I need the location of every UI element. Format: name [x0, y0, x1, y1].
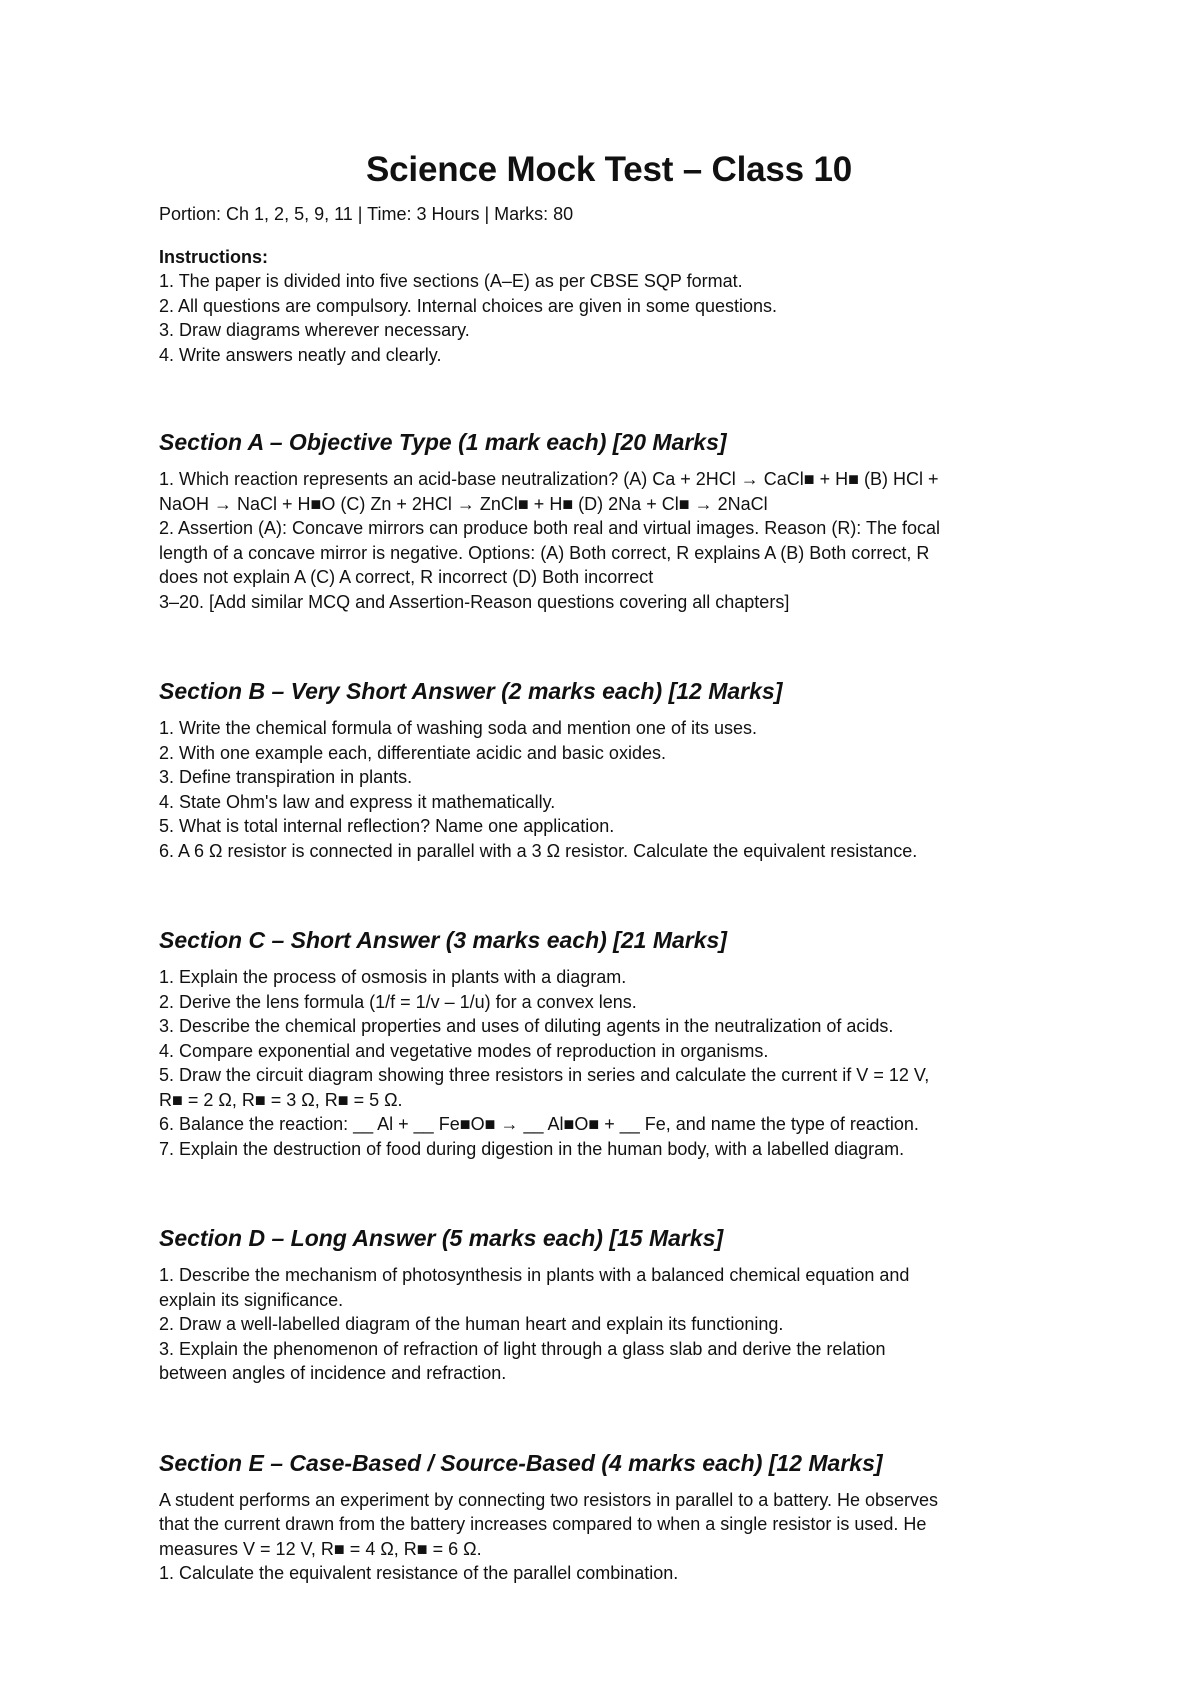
- question-line: NaOH → NaCl + H■O (C) Zn + 2HCl → ZnCl■ + H■ (D) 2Na + Cl■ → 2NaCl: [159, 493, 768, 514]
- question-line: R■ = 2 Ω, R■ = 3 Ω, R■ = 5 Ω.: [159, 1089, 403, 1110]
- page-title: Science Mock Test – Class 10: [366, 150, 852, 189]
- instruction-item: 1. The paper is divided into five sections (A–E) as per CBSE SQP format.: [159, 271, 743, 291]
- question-line: 1. Calculate the equivalent resistance of the parallel combination.: [159, 1563, 679, 1583]
- question-line: 5. Draw the circuit diagram showing three resistors in series and calculate the current if V = 12 V,: [159, 1065, 930, 1085]
- question-line: explain its significance.: [159, 1289, 344, 1310]
- question-line: 3. Explain the phenomenon of refraction of light through a glass slab and derive the relation: [159, 1338, 886, 1359]
- question-line: 1. Explain the process of osmosis in plants with a diagram.: [159, 967, 627, 987]
- document-page: [159, 150, 1059, 1648]
- question-line: 5. What is total internal reflection? Name one application.: [159, 816, 615, 836]
- instructions-heading: Instructions:: [159, 247, 269, 267]
- question-line: between angles of incidence and refraction.: [159, 1363, 507, 1383]
- instruction-item: 4. Write answers neatly and clearly.: [159, 344, 442, 365]
- question-line: 2. Draw a well-labelled diagram of the human heart and explain its functioning.: [159, 1314, 784, 1334]
- section-c: [159, 925, 1059, 1161]
- case-line: A student performs an experiment by connecting two resistors in parallel to a battery. He observes: [159, 1489, 939, 1510]
- instruction-item: 3. Draw diagrams wherever necessary.: [159, 320, 470, 340]
- question-line: 2. Derive the lens formula (1/f = 1/v – 1/u) for a convex lens.: [159, 991, 637, 1012]
- question-line: 2. With one example each, differentiate acidic and basic oxides.: [159, 742, 666, 763]
- instructions-block: [159, 245, 1059, 367]
- question-line: 7. Explain the destruction of food during digestion in the human body, with a labelled diagram.: [159, 1138, 905, 1159]
- question-line: 6. Balance the reaction: __ Al + __ Fe■O■ → __ Al■O■ + __ Fe, and name the type of reaction.: [159, 1114, 919, 1134]
- question-line: 2. Assertion (A): Concave mirrors can produce both real and virtual images. Reason (R): The focal: [159, 518, 941, 538]
- section-a: [159, 427, 1059, 614]
- case-line: that the current drawn from the battery increases compared to when a single resistor is used. He: [159, 1514, 927, 1534]
- section-c-heading: Section C – Short Answer (3 marks each) [21 Marks]: [159, 927, 727, 953]
- question-line: 1. Describe the mechanism of photosynthesis in plants with a balanced chemical equation and: [159, 1265, 910, 1285]
- section-e: [159, 1448, 1059, 1586]
- paper-meta: Portion: Ch 1, 2, 5, 9, 11 | Time: 3 Hours | Marks: 80: [159, 204, 574, 224]
- section-e-heading: Section E – Case-Based / Source-Based (4 marks each) [12 Marks]: [159, 1449, 883, 1476]
- question-line: does not explain A (C) A correct, R incorrect (D) Both incorrect: [159, 567, 654, 587]
- question-line: 3. Define transpiration in plants.: [159, 767, 413, 787]
- case-line: measures V = 12 V, R■ = 4 Ω, R■ = 6 Ω.: [159, 1538, 482, 1559]
- question-line: 1. Which reaction represents an acid-base neutralization? (A) Ca + 2HCl → CaCl■ + H■ (B) HCl +: [159, 469, 939, 489]
- question-line: 1. Write the chemical formula of washing soda and mention one of its uses.: [159, 718, 757, 738]
- question-line: 3. Describe the chemical properties and uses of diluting agents in the neutralization of acids.: [159, 1016, 894, 1036]
- section-a-heading: Section A – Objective Type (1 mark each) [20 Marks]: [159, 429, 727, 455]
- section-b-heading: Section B – Very Short Answer (2 marks each) [12 Marks]: [159, 678, 783, 704]
- question-line: 6. A 6 Ω resistor is connected in parallel with a 3 Ω resistor. Calculate the equivalent resistance.: [159, 840, 918, 861]
- question-line: length of a concave mirror is negative. Options: (A) Both correct, R explains A (B) Both correct, R: [159, 542, 930, 563]
- question-line: 4. State Ohm's law and express it mathematically.: [159, 791, 556, 812]
- section-d-heading: Section D – Long Answer (5 marks each) [15 Marks]: [159, 1225, 724, 1251]
- question-line: 4. Compare exponential and vegetative modes of reproduction in organisms.: [159, 1040, 769, 1061]
- question-line: 3–20. [Add similar MCQ and Assertion-Reason questions covering all chapters]: [159, 591, 790, 612]
- instruction-item: 2. All questions are compulsory. Internal choices are given in some questions.: [159, 295, 777, 316]
- section-d: [159, 1223, 1059, 1386]
- section-b: [159, 676, 1059, 863]
